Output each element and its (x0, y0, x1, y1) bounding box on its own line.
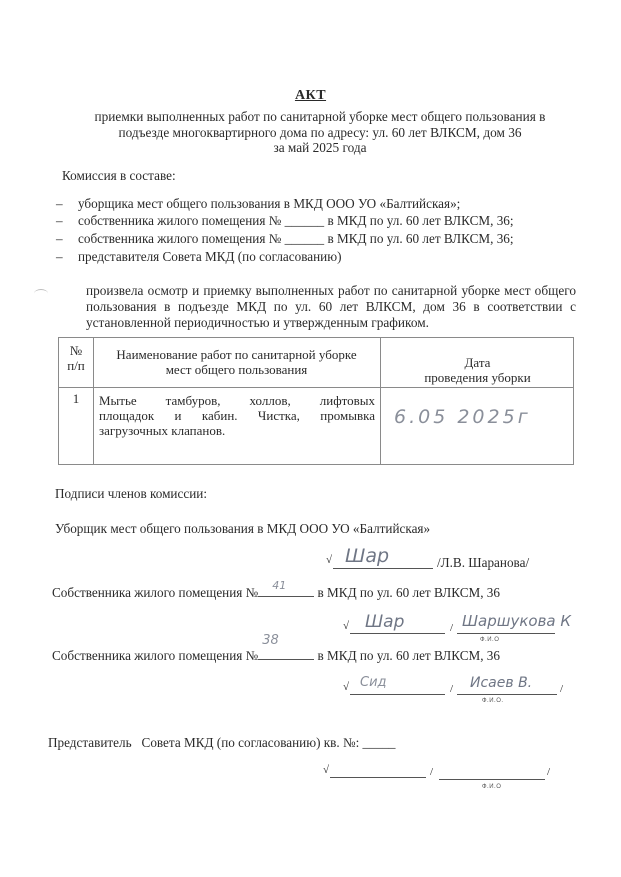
subtitle-line: подъезде многоквартирного дома по адресу: ул. 60 лет ВЛКСМ, дом 36 (118, 124, 522, 140)
signature-line (350, 694, 445, 695)
subtitle-line: приемки выполненных работ по санитарной уборке мест общего пользования в (94, 109, 546, 124)
commission-member (56, 249, 341, 264)
dash-marker: – (56, 213, 63, 228)
header-num (59, 343, 93, 373)
owner2-label-before: Собственника жилого помещения № (52, 648, 259, 663)
row-divider (59, 387, 573, 388)
statement-line: установленной периодичностью и утвержденным графиком. (86, 315, 429, 330)
council-separator-end: / (547, 766, 551, 778)
signature-line (330, 777, 426, 778)
council-label: Представитель Совета МКД (по согласованию) кв. №: _____ (48, 735, 396, 750)
work-line: площадок и кабин. Чистка, промывка (99, 408, 375, 423)
signature-line (333, 568, 433, 569)
signatures-heading: Подписи членов комиссии: (55, 486, 207, 501)
check-mark-icon: √ (326, 554, 333, 566)
header-text: проведения уборки (424, 370, 531, 385)
statement-line: произвела осмотр и приемку выполненных работ по санитарной уборке мест общего (86, 283, 576, 298)
owner1-label-before: Собственника жилого помещения № (52, 585, 259, 600)
owner2-fio-label: Ф.И.О. (482, 698, 504, 704)
header-work (93, 347, 380, 377)
owner1-label-after: в МКД по ул. 60 лет ВЛКСМ, 36 (317, 585, 500, 600)
member-text: собственника жилого помещения № ______ в МКД по ул. 60 лет ВЛКСМ, 36; (78, 231, 514, 246)
cleaner-label: Уборщик мест общего пользования в МКД ООО УО «Балтийская» (55, 521, 431, 536)
commission-heading: Комиссия в составе: (62, 168, 176, 183)
name-line (439, 779, 545, 780)
dash-marker: – (56, 231, 63, 246)
dash-marker: – (56, 249, 63, 264)
owner2-apartment-handwritten: 38 (262, 633, 279, 648)
name-line (457, 633, 555, 634)
cleaner-name: /Л.В. Шаранова/ (437, 555, 530, 570)
row-work (99, 393, 375, 438)
statement-paragraph (86, 283, 576, 331)
margin-mark (34, 289, 48, 298)
header-text: Наименование работ по санитарной уборке (116, 347, 357, 362)
commission-member (56, 213, 514, 228)
header-text: п/п (67, 358, 85, 373)
signature-line (350, 633, 445, 634)
member-text: собственника жилого помещения № ______ в МКД по ул. 60 лет ВЛКСМ, 36; (78, 213, 514, 228)
header-text: мест общего пользования (165, 362, 308, 377)
owner1-separator: / (450, 622, 454, 634)
document-title: АКТ (294, 88, 327, 103)
council-separator: / (430, 766, 434, 778)
member-text: представителя Совета МКД (по согласованию) (78, 249, 342, 264)
header-text: Дата (464, 355, 491, 370)
owner2-separator: / (450, 683, 454, 695)
row-num: 1 (72, 391, 80, 406)
owner1-label (52, 579, 500, 600)
statement-line: пользования в подъезде МКД по ул. 60 лет ВЛКСМ, дом 36 в соответствии с (86, 299, 576, 314)
owner2-separator-end: / (560, 683, 564, 695)
name-line (457, 694, 557, 695)
check-mark-icon: √ (343, 681, 350, 693)
owner1-signature: Шар (365, 612, 405, 632)
works-table (58, 337, 574, 465)
cleaner-signature: Шар (345, 545, 390, 567)
owner2-label-after: в МКД по ул. 60 лет ВЛКСМ, 36 (317, 648, 500, 663)
owner2-name-handwritten: Исаев В. (470, 675, 533, 691)
dash-marker: – (56, 196, 63, 211)
council-fio-label: Ф.И.О (482, 784, 502, 790)
work-line: Мытье тамбуров, холлов, лифтовых (99, 393, 375, 408)
owner1-apartment-handwritten: 41 (272, 579, 287, 592)
work-line: загрузочных клапанов. (99, 423, 226, 438)
owner2-signature: Сид (360, 675, 387, 690)
owner1-name-handwritten: Шаршукова К (462, 612, 572, 630)
document-subtitle (70, 109, 570, 156)
commission-member (56, 196, 460, 211)
commission-member (56, 231, 514, 246)
member-text: уборщика мест общего пользования в МКД ООО УО «Балтийская»; (78, 196, 461, 211)
header-text: № (69, 343, 83, 358)
row-date-handwritten: 6.05 2025г (394, 406, 531, 428)
header-date (380, 355, 575, 385)
owner1-fio-label: Ф.И.О (480, 637, 500, 643)
check-mark-icon: √ (343, 620, 350, 632)
check-mark-icon: √ (323, 764, 330, 776)
subtitle-line: за май 2025 года (273, 140, 367, 155)
